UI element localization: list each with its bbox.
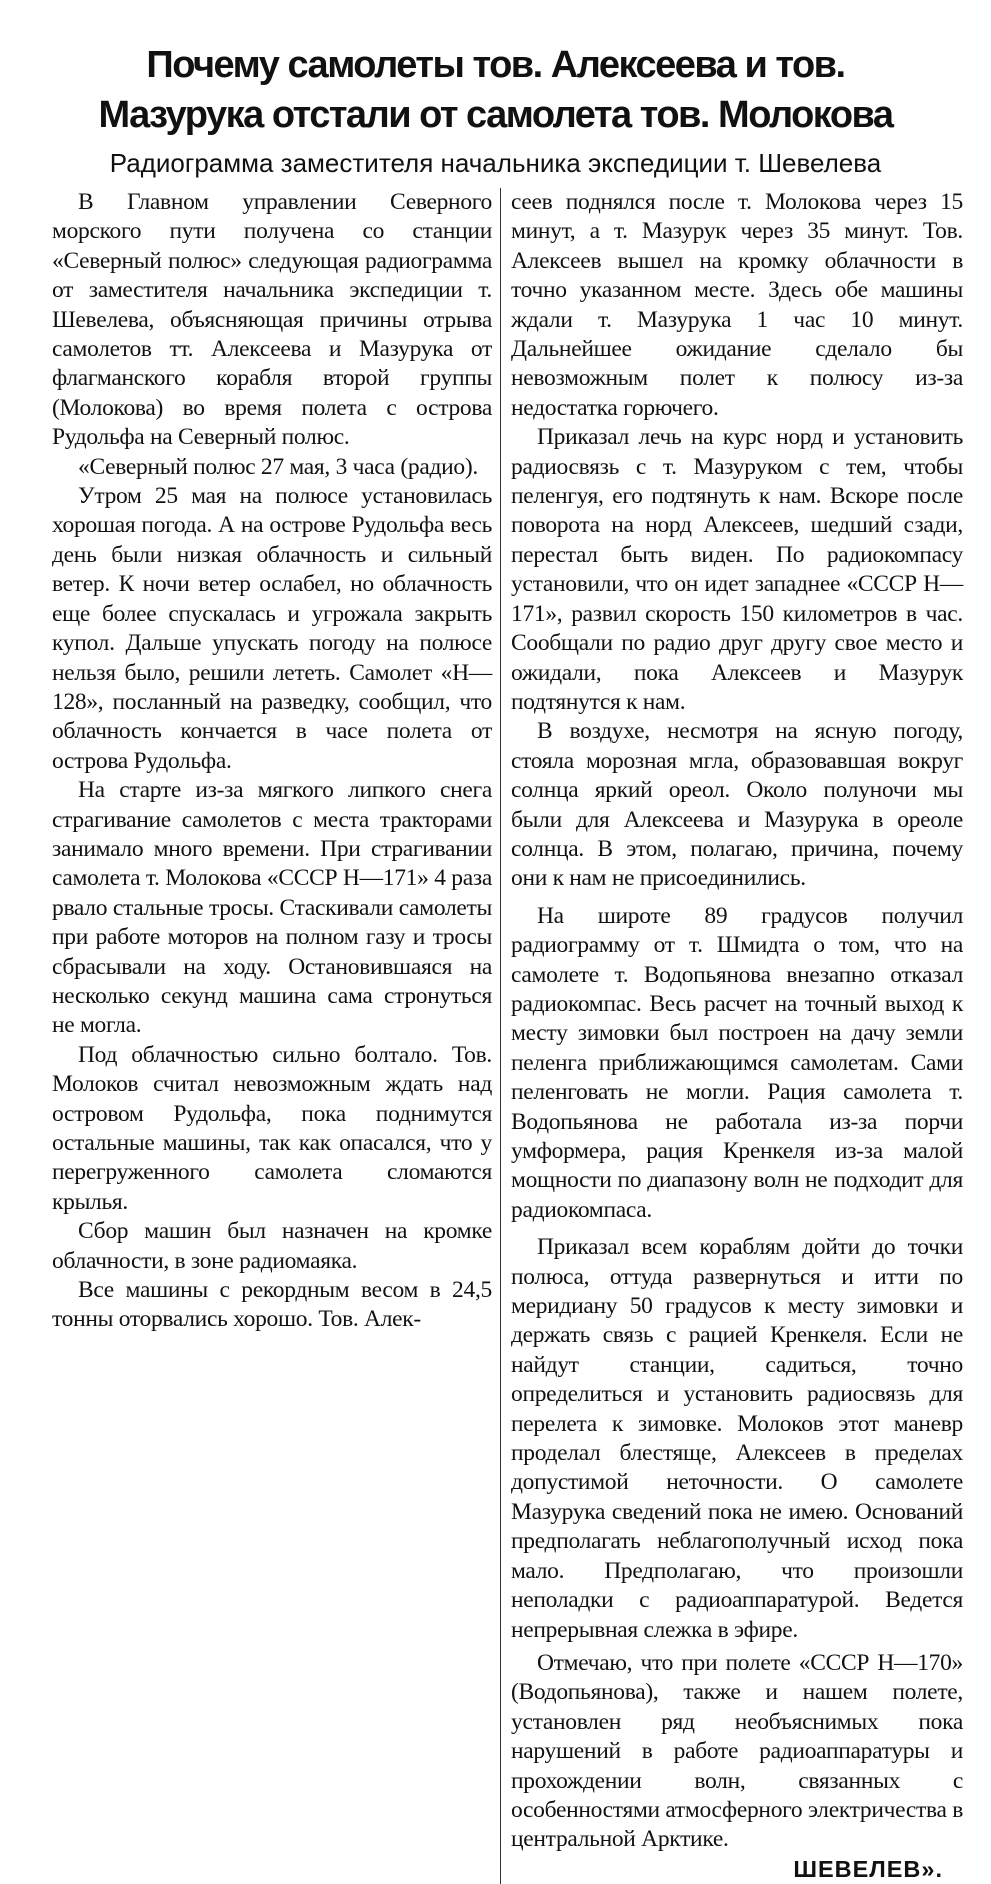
- paragraph: В воздухе, несмотря на ясную погоду, стояла морозная мгла, образовавшая вокруг солнца яркий ореол. Около полуночи мы были для Алексеева и Мазурука в ореоле солнца. В этом, полагаю, причина, почему они к нам не присоединились.: [511, 718, 963, 892]
- paragraph: «Северный полюс 27 мая, 3 часа (радио).: [78, 453, 478, 480]
- right-column: [500, 188, 963, 1884]
- paragraph: Приказал лечь на курс норд и установить радиосвязь с т. Мазуруком с тем, чтобы пеленгуя, его подтянуть к нам. Вскоре после поворота на норд Алексеев, шедший сзади, перестал быть виден. По радиокомпасу установили, что он идет западнее «СССР Н—171», развил скорость 150 километров в час. Сообщали по радио друг другу свое место и ожидали, пока Алексеев и Мазурук подтянутся к нам.: [511, 424, 963, 715]
- headline-line-1: Почему самолеты тов. Алексеева и тов.: [146, 44, 845, 86]
- paragraph: На широте 89 градусов получил радиограмму от т. Шмидта о том, что на самолете т. Водопьянова внезапно отказал радиокомпас. Весь расчет на точный выход к месту зимовки был построен на дачу земли пеленга приближающимся самолетам. Сами пеленговать не могли. Рация самолета т. Водопьянова не работала из-за порчи умформера, рация Кренкеля из-за малой мощности по диапазону волн не подходит для радиокомпаса.: [511, 902, 963, 1223]
- headline-line-2: Мазурука отстали от самолета тов. Молокова: [98, 94, 893, 136]
- signature: ШЕВЕЛЕВ».: [793, 1855, 943, 1882]
- paragraph: В Главном управлении Северного морского пути получена со станции «Северный полюс» следующая радиограмма от заместителя начальника экспедиции т. Шевелева, объясняющая причины отрыва самолетов тт. Алексеева и Мазурука от флагманского корабля второй группы (Молокова) во время полета с острова Рудольфа на Северный полюс.: [52, 189, 492, 451]
- paragraph: сеев поднялся после т. Молокова через 15 минут, а т. Мазурук через 35 минут. Тов. Алексеев вышел на кромку облачности в точно указанном месте. Здесь обе машины ждали т. Мазурука 1 час 10 минут. Дальнейшее ожидание сделало бы невозможным полет к полюсу из-за недостатка горючего.: [511, 189, 963, 421]
- paragraph: На старте из-за мягкого липкого снега страгивание самолетов с места тракторами занимало много времени. При страгивании самолета т. Молокова «СССР Н—171» 4 раза рвало стальные тросы. Стаскивали самолеты при работе моторов на полном газу и тросы сбрасывали на ходу. Остановившаяся на несколько секунд машина сама стронуться не могла.: [52, 777, 492, 1039]
- paragraph: Сбор машин был назначен на кромке облачности, в зоне радиомаяка.: [52, 1218, 492, 1274]
- paragraph: Все машины с рекордным весом в 24,5 тонны оторвались хорошо. Тов. Алек-: [52, 1277, 492, 1333]
- paragraph: Отмечаю, что при полете «СССР Н—170» (Водопьянова), также и нашем полете, установлен ряд необъяснимых пока нарушений в работе радиоаппаратуры и прохождении волн, связанных с особенностями атмосферного электричества в центральной Арктике.: [511, 1649, 963, 1853]
- paragraph: Утром 25 мая на полюсе установилась хорошая погода. А на острове Рудольфа весь день были низкая облачность и сильный ветер. К ночи ветер ослабел, но облачность еще более спускалась и угрожала закрыть купол. Дальше упускать погоду на полюсе нельзя было, решили лететь. Самолет «Н—128», посланный на разведку, сообщил, что облачность кончается в часе полета от острова Рудольфа.: [52, 483, 492, 774]
- paragraph: Приказал всем кораблям дойти до точки полюса, оттуда развернуться и итти по меридиану 50 градусов к месту зимовки и держать связь с рацией Кренкеля. Если не найдут станции, садиться, точно определиться и установить радиосвязь для перелета к зимовке. Молоков этот маневр проделал блестяще, Алексеев в пределах допустимой неточности. О самолете Мазурука сведений пока не имею. Оснований предполагать неблагополучный исход пока мало. Предполагаю, что произошли неполадки с радиоаппаратурой. Ведется непрерывная слежка в эфире.: [511, 1234, 963, 1643]
- paragraph: Под облачностью сильно болтало. Тов. Молоков считал невозможным ждать над островом Рудольфа, пока поднимутся остальные машины, так как опасался, что у перегруженного самолета сломаются крылья.: [52, 1041, 492, 1215]
- article-body: [0, 188, 991, 1884]
- header: [0, 0, 991, 180]
- subheadline: Радиограмма заместителя начальника экспедиции т. Шевелева: [109, 148, 882, 178]
- left-column: [52, 188, 500, 1335]
